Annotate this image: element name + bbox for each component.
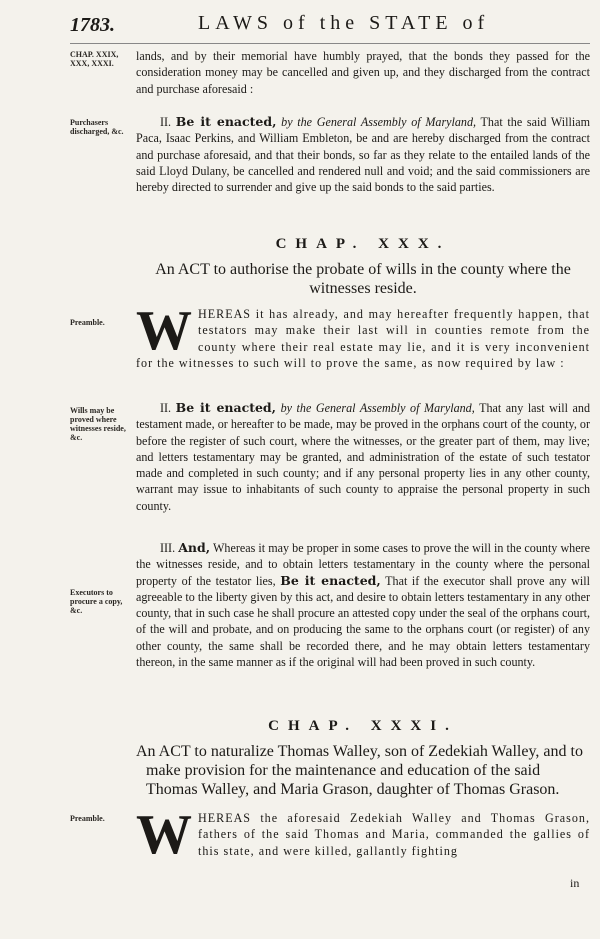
dropcap-letter: W: [136, 300, 192, 362]
chap-31-title: An ACT to naturalize Thomas Walley, son of Zedekiah Walley, and to make provision for the maintenance and education of the said Thomas Walley, and Maria Grason, daughter of Thomas Grason.: [136, 743, 583, 798]
preamble-text: HEREAS it has already, and may hereafter frequently happen, that testators may make their last will in counties remote from the county where their real estate may lie, and it is very inconvenient for the witnesses to such will to prove the same, as now required by law :: [136, 307, 590, 370]
chap-30-section-2: [136, 400, 590, 514]
margin-note-wills: Wills may be proved where witnesses reside, &c.: [70, 406, 126, 442]
section-number: II.: [160, 115, 172, 129]
and-phrase: And,: [178, 540, 211, 555]
enacted-phrase: Be it enacted,: [175, 114, 277, 129]
running-title: LAWS of the STATE of: [198, 12, 490, 34]
chap-30-preamble: [136, 300, 590, 371]
header-rule: [70, 43, 590, 44]
preamble-text: HEREAS the aforesaid Zedekiah Walley and Thomas Grason, fathers of the said Thomas and Maria, commanded the gallies of this state, and were killed, gallantly fighting: [198, 811, 590, 858]
section-text: That the said William Paca, Isaac Perkins, and William Embleton, be and are hereby discharged from the contract and purchase aforesaid, and that their bonds, so far as they relate to the entailed lands of the said Lloyd Dulany, be cancelled and rendered null and void; and the said commissioners are hereby directed to surrender and give up the said bonds to the said parties.: [136, 115, 590, 195]
margin-note-chap-ref: CHAP. XXIX, XXX, XXXI.: [70, 50, 119, 68]
assembly-phrase: by the General Assembly of Maryland,: [281, 115, 477, 129]
chap-30-title: An ACT to authorise the probate of wills in the county where the witnesses reside.: [155, 261, 571, 297]
page-year: 1783.: [70, 14, 115, 36]
page-header: [0, 0, 600, 40]
section-2-paragraph: [136, 114, 590, 195]
chap-31-heading: CHAP. XXXI.: [268, 718, 458, 734]
section-text-2: That if the executor shall prove any will agreeable to the liberty given by this act, and desire to obtain letters testamentary in any other county, that in such case he shall procure an attested copy under the seal of the orphans court, of the will and probate, and on producing the same to the orphans court (or register) of any other county, the same shall be recorded there, and he may obtain letters testamentary thereon, in the same manner as if the original will had been proved in such county.: [136, 573, 590, 670]
enacted-phrase: Be it enacted,: [175, 400, 277, 415]
catchword: in: [570, 876, 580, 890]
paragraph-continuation: lands, and by their memorial have humbly prayed, that the bonds they passed for the consideration money may be cancelled and given up, and they discharged from the contract and purchase aforesaid :: [136, 49, 590, 96]
chap-31-preamble: [136, 804, 590, 866]
section-number: III.: [160, 541, 176, 555]
section-text: That any last will and testament made, or hereafter to be made, may be proved in the orphans court of the county, or before the register of such court, where the witnesses, or the greater part of them, may live; and letters testamentary may be granted, and administration of the estate of such testator made and completed in such county; and if any personal property lies in any other county, warrant may issue to inhabitants of such county to appraise the personal property in such county.: [136, 401, 590, 513]
margin-note-preamble-1: Preamble.: [70, 318, 105, 327]
chap-30-section-3: [136, 540, 590, 670]
margin-note-purchasers: Purchasers discharged, &c.: [70, 118, 124, 136]
section-text-1: Whereas it may be proper in some cases to prove the will in the county where the witnesses reside, and to obtain letters testamentary in the county where the personal property of the testator lies,: [136, 541, 590, 588]
chap-30-heading: CHAP. XXX.: [275, 236, 451, 252]
enacted-phrase: Be it enacted,: [280, 572, 381, 588]
dropcap-letter: W: [136, 804, 192, 866]
assembly-phrase: by the General Assembly of Maryland,: [280, 401, 475, 415]
margin-note-executors: Executors to procure a copy, &c.: [70, 588, 123, 615]
section-number: II.: [160, 401, 172, 415]
margin-note-preamble-2: Preamble.: [70, 814, 105, 823]
